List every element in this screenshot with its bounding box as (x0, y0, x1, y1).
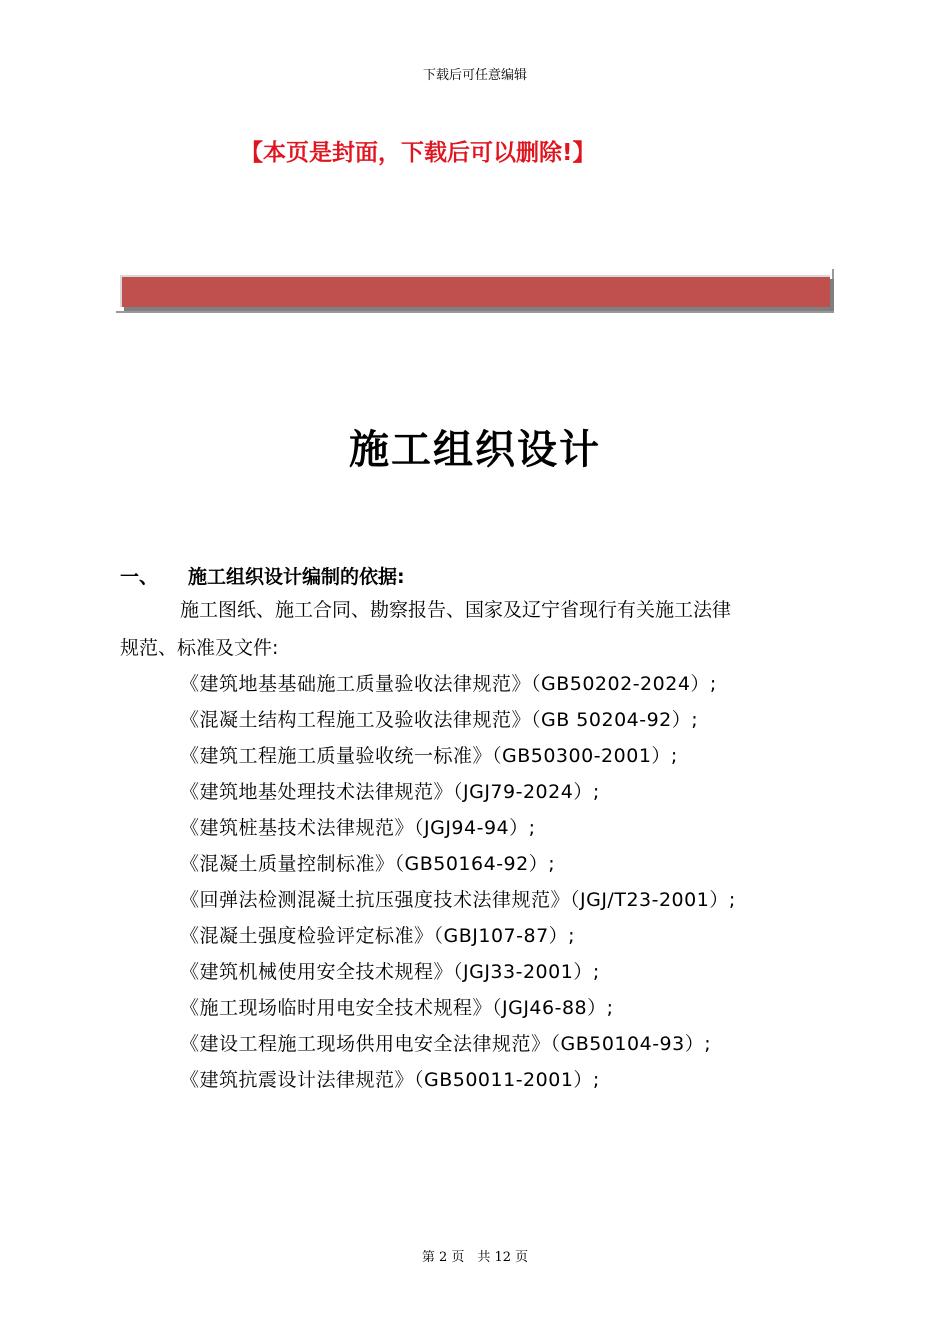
cover-notice: 【本页是封面，下载后可以删除!】 (240, 140, 596, 166)
standard-item: 《混凝土质量控制标准》（GB50164-92）; (180, 853, 556, 875)
title-banner (116, 269, 834, 313)
standard-item: 《混凝土强度检验评定标准》（GBJ107-87）; (180, 925, 576, 947)
standard-item: 《建筑地基基础施工质量验收法律规范》（GB50202-2024）; (180, 673, 717, 695)
standard-item: 《建筑桩基技术法律规范》（JGJ94-94）; (180, 817, 536, 839)
section-number: 一、 (120, 566, 159, 588)
section-heading-text: 施工组织设计编制的依据: (188, 566, 405, 588)
intro-paragraph-line-1: 施工图纸、施工合同、勘察报告、国家及辽宁省现行有关施工法律 (180, 599, 732, 621)
standard-item: 《建筑机械使用安全技术规程》（JGJ33-2001）; (180, 961, 600, 983)
standards-list (180, 666, 736, 1098)
document-title: 施工组织设计 (349, 427, 601, 473)
standard-item: 《建设工程施工现场供用电安全法律规范》（GB50104-93）; (180, 1033, 712, 1055)
standard-item: 《回弹法检测混凝土抗压强度技术法律规范》（JGJ/T23-2001）; (180, 889, 736, 911)
page-header: 下载后可任意编辑 (422, 68, 527, 83)
page-footer: 第 2 页 共 12 页 (421, 1250, 529, 1265)
standard-item: 《混凝土结构工程施工及验收法律规范》（GB 50204-92）; (180, 709, 699, 731)
standard-item: 《施工现场临时用电安全技术规程》（JGJ46-88）; (180, 997, 614, 1019)
intro-paragraph-line-2: 规范、标准及文件: (120, 637, 279, 659)
section-heading (120, 562, 405, 589)
standard-item: 《建筑抗震设计法律规范》（GB50011-2001）; (180, 1069, 600, 1091)
standard-item: 《建筑地基处理技术法律规范》（JGJ79-2024）; (180, 781, 600, 803)
standard-item: 《建筑工程施工质量验收统一标准》（GB50300-2001）; (180, 745, 678, 767)
banner-bar (120, 275, 830, 307)
